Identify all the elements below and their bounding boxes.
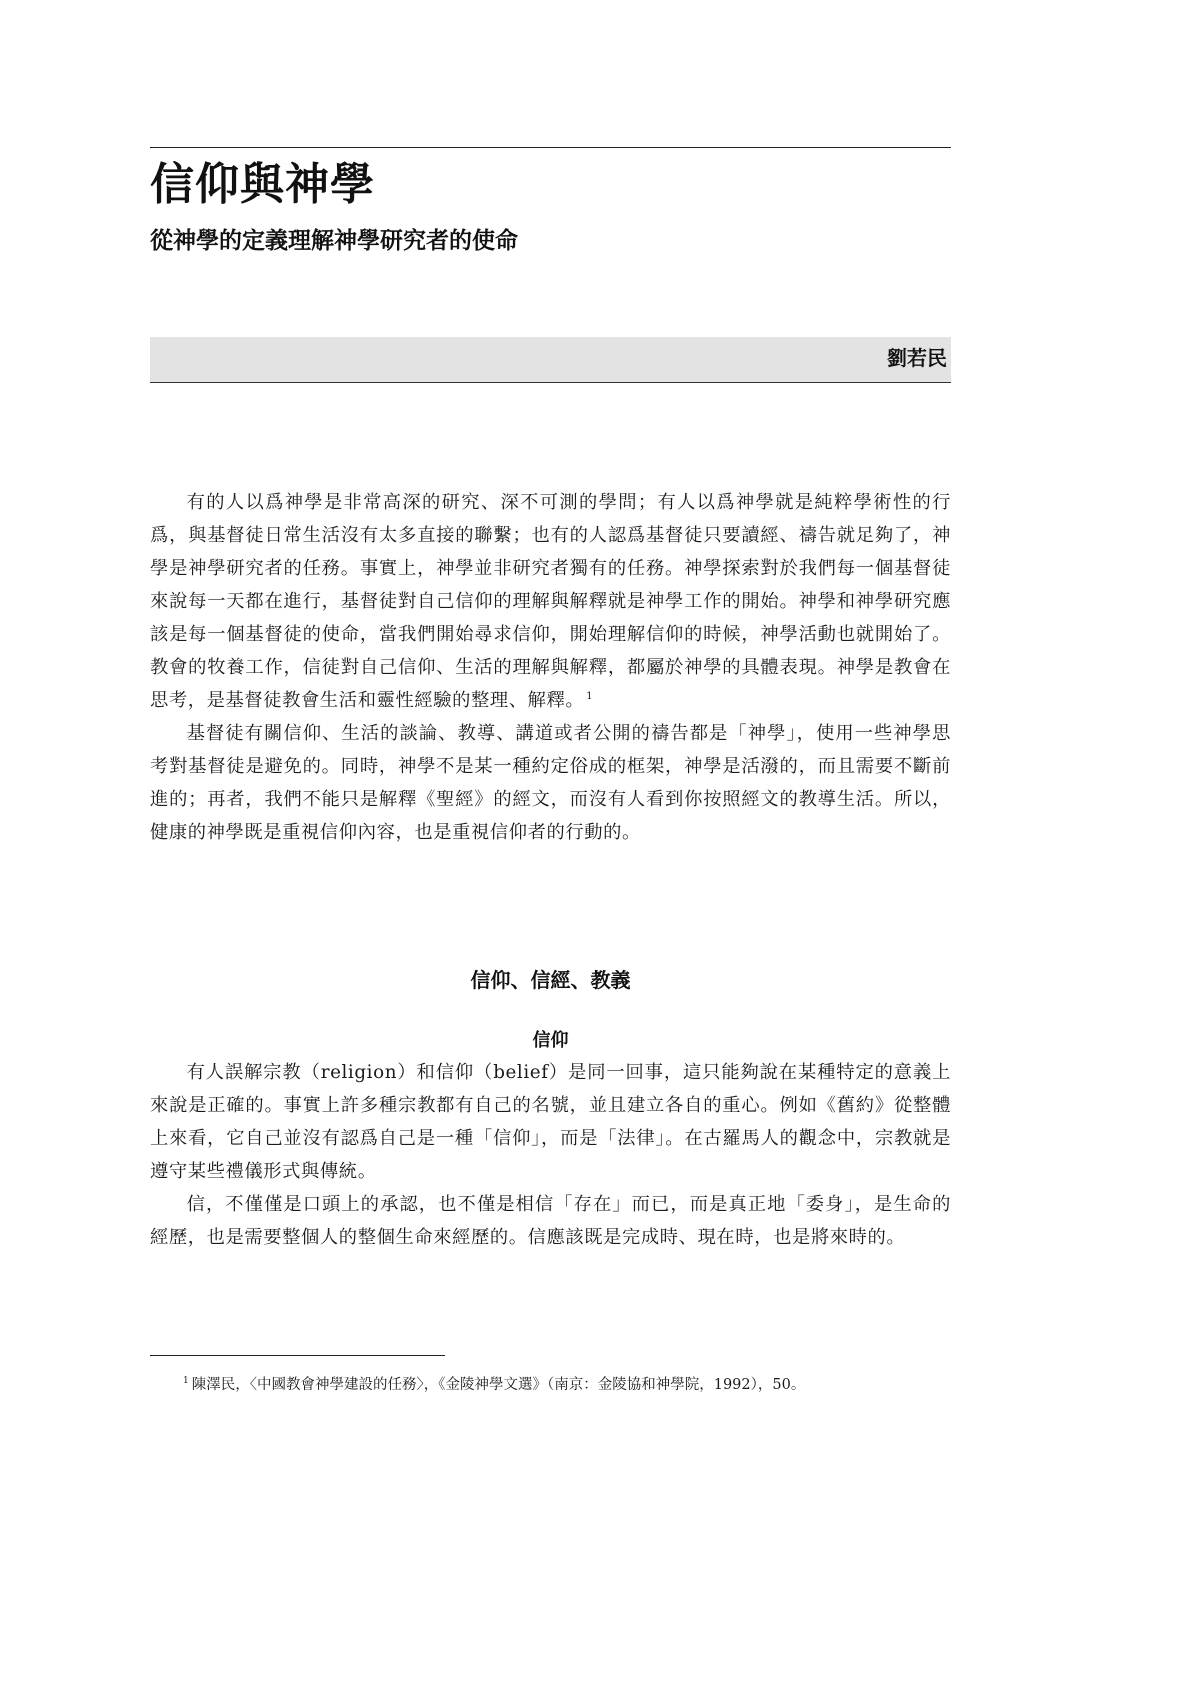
author-bar [150, 337, 951, 383]
footnote-reference: 1 [586, 690, 594, 702]
article-subtitle: 從神學的定義理解神學研究者的使命 [150, 228, 518, 254]
author-name: 劉若民 [887, 346, 947, 370]
intro-paragraph-2: 基督徒有關信仰、生活的談論、教導、講道或者公開的禱告都是「神學」，使用一些神學思考對基督徒是避免的。同時，神學不是某一種約定俗成的框架，神學是活潑的，而且需要不斷前進的；再者，我們不能只是解釋《聖經》的經文，而沒有人看到你按照經文的教導生活。所以，健康的神學既是重視信仰內容，也是重視信仰者的行動的。 [150, 723, 951, 843]
intro-text [150, 486, 951, 849]
article-title: 信仰與神學 [150, 159, 375, 210]
intro-paragraph-1-text: 有的人以爲神學是非常高深的研究、深不可測的學問；有人以爲神學就是純粹學術性的行爲，與基督徒日常生活沒有太多直接的聯繫；也有的人認爲基督徒只要讀經、禱告就足夠了，神學是神學研究者的任務。事實上，神學並非研究者獨有的任務。神學探索對於我們每一個基督徒來說每一天都在進行，基督徒對自己信仰的理解與解釋就是神學工作的開始。神學和神學研究應該是每一個基督徒的使命，當我們開始尋求信仰，開始理解信仰的時候，神學活動也就開始了。教會的牧養工作，信徒對自己信仰、生活的理解與解釋，都屬於神學的具體表現。神學是教會在思考，是基督徒教會生活和靈性經驗的整理、解釋。 [150, 492, 951, 711]
top-divider [150, 147, 951, 148]
footnote-divider [150, 1355, 445, 1356]
footnote-text: 陳澤民，〈中國教會神學建設的任務〉，《金陵神學文選》（南京：金陵協和神學院，1992），50。 [191, 1377, 806, 1393]
intro-paragraph-1 [150, 486, 951, 717]
footnote [183, 1376, 805, 1395]
section-heading: 信仰、信經、教義 [470, 968, 631, 992]
section-paragraph-1: 有人誤解宗教（religion）和信仰（belief）是同一回事，這只能夠說在某種特定的意義上來說是正確的。事實上許多種宗教都有自己的名號，並且建立各自的重心。例如《舊約》從整體上來看，它自己並沒有認爲自己是一種「信仰」，而是「法律」。在古羅馬人的觀念中，宗教就是遵守某些禮儀形式與傳統。 [150, 1062, 951, 1182]
section-paragraph-2: 信，不僅僅是口頭上的承認，也不僅是相信「存在」而已，而是真正地「委身」，是生命的經歷，也是需要整個人的整個生命來經歷的。信應該既是完成時、現在時，也是將來時的。 [150, 1194, 951, 1248]
section-text [150, 1056, 951, 1254]
subsection-heading: 信仰 [532, 1030, 569, 1051]
footnote-number: 1 [183, 1376, 189, 1387]
